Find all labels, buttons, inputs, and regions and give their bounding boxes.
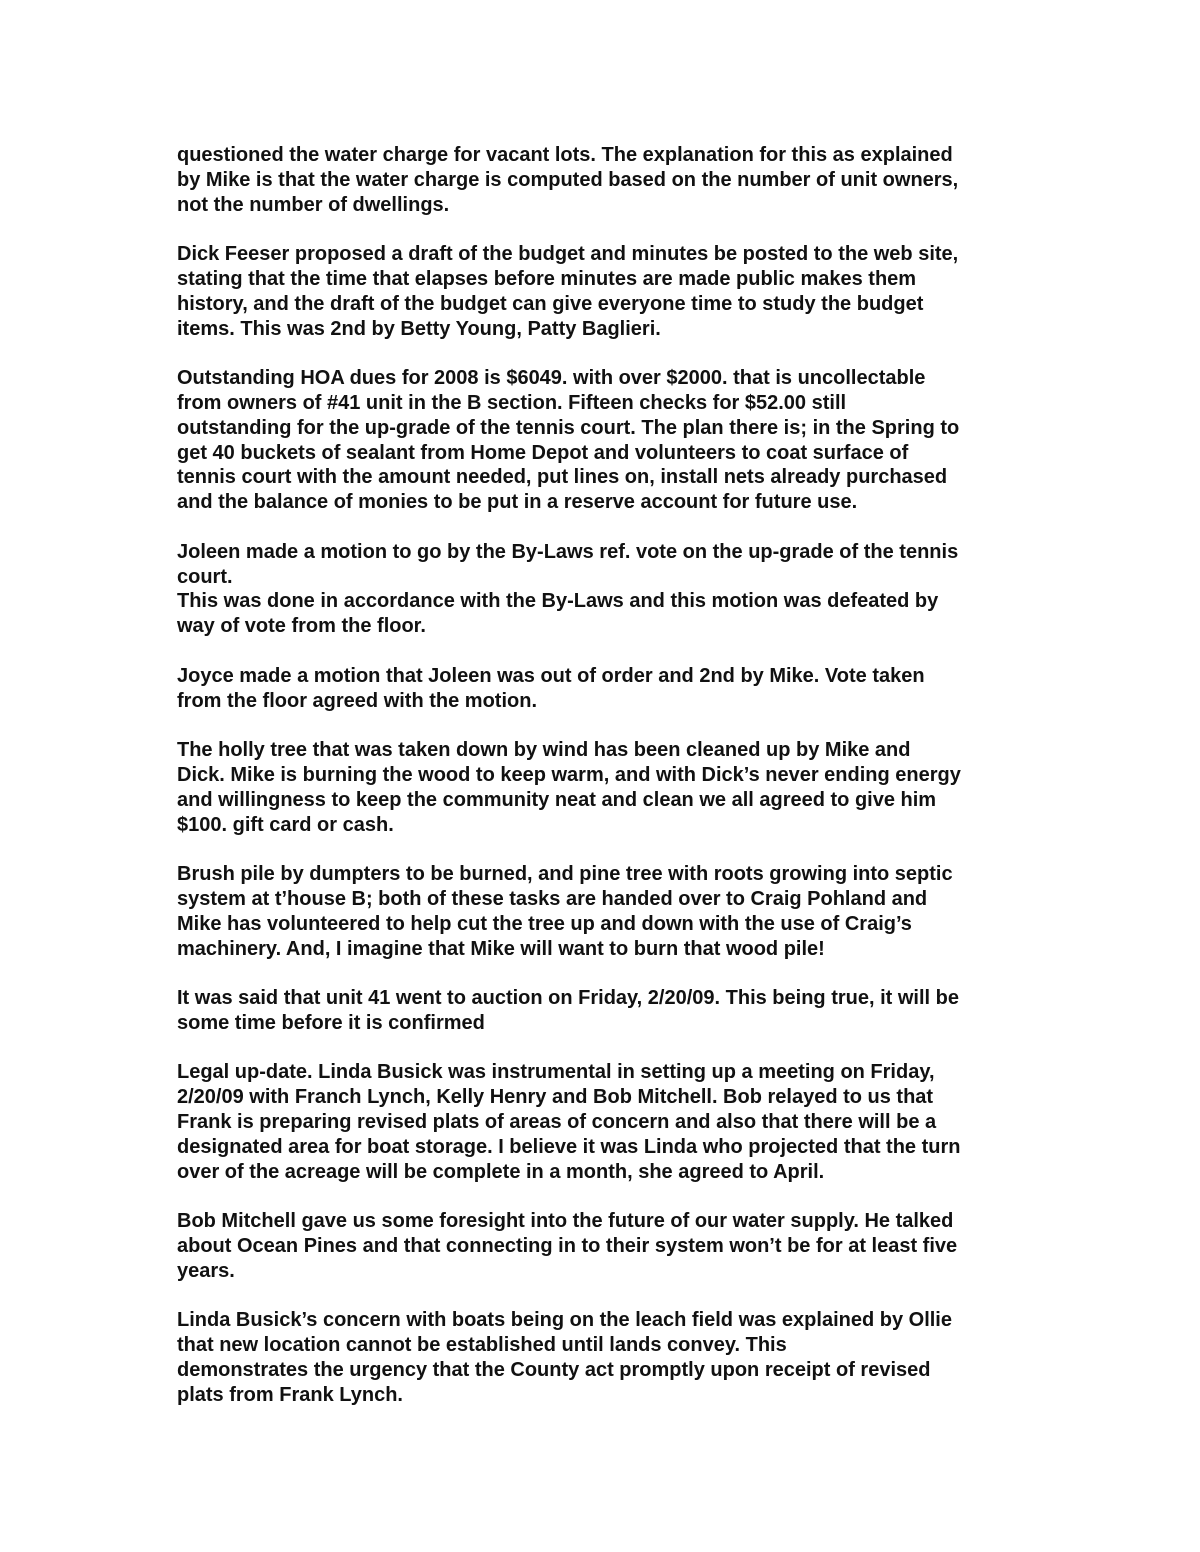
paragraph-budget-draft <box>177 242 1057 341</box>
text-line: some time before it is confirmed <box>177 1011 485 1034</box>
text-line: system at t’house B; both of these tasks are handed over to Craig Pohland and <box>177 887 928 910</box>
text-line: Brush pile by dumpters to be burned, and pine tree with roots growing into septic <box>177 863 953 886</box>
text-line: Legal up-date. Linda Busick was instrumental in setting up a meeting on Friday, <box>177 1061 935 1084</box>
text-line: from owners of #41 unit in the B section. Fifteen checks for $52.00 still <box>177 391 847 414</box>
text-line: plats from Frank Lynch. <box>177 1383 403 1406</box>
paragraph-joyce-motion <box>177 664 1057 714</box>
text-line: get 40 buckets of sealant from Home Depot and volunteers to coat surface of <box>177 441 909 464</box>
text-line: from the floor agreed with the motion. <box>177 689 537 712</box>
text-line: about Ocean Pines and that connecting in to their system won’t be for at least five <box>177 1235 958 1258</box>
text-line: way of vote from the floor. <box>177 615 426 638</box>
text-line: Dick Feeser proposed a draft of the budget and minutes be posted to the web site, <box>177 243 959 266</box>
paragraph-water-supply <box>177 1209 1057 1283</box>
text-line: years. <box>177 1259 235 1282</box>
document-page <box>177 143 1057 1432</box>
paragraph-water-charge <box>177 143 1057 217</box>
text-line: 2/20/09 with Franch Lynch, Kelly Henry and Bob Mitchell. Bob relayed to us that <box>177 1086 934 1109</box>
text-line: designated area for boat storage. I believe it was Linda who projected that the turn <box>177 1135 961 1158</box>
paragraph-unit-41-auction <box>177 986 1057 1036</box>
text-line: It was said that unit 41 went to auction on Friday, 2/20/09. This being true, it will be <box>177 987 959 1010</box>
paragraph-hoa-dues <box>177 366 1057 515</box>
text-line: stating that the time that elapses before minutes are made public makes them <box>177 267 917 290</box>
text-line: The holly tree that was taken down by wind has been cleaned up by Mike and <box>177 739 911 762</box>
text-line: machinery. And, I imagine that Mike will want to burn that wood pile! <box>177 937 825 960</box>
text-line: tennis court with the amount needed, put lines on, install nets already purchased <box>177 466 948 489</box>
paragraph-leach-field <box>177 1308 1057 1407</box>
text-line: that new location cannot be established until lands convey. This <box>177 1334 787 1357</box>
text-line: This was done in accordance with the By-Laws and this motion was defeated by <box>177 590 939 613</box>
text-line: Joyce made a motion that Joleen was out of order and 2nd by Mike. Vote taken <box>177 664 925 687</box>
text-line: over of the acreage will be complete in a month, she agreed to April. <box>177 1160 825 1183</box>
text-line: demonstrates the urgency that the County act promptly upon receipt of revised <box>177 1359 931 1382</box>
text-line: Linda Busick’s concern with boats being on the leach field was explained by Ollie <box>177 1309 952 1332</box>
text-line: outstanding for the up-grade of the tennis court. The plan there is; in the Spring to <box>177 416 960 439</box>
paragraph-legal-update <box>177 1060 1057 1184</box>
paragraph-bylaws-vote <box>177 589 1057 639</box>
text-line: Mike has volunteered to help cut the tree up and down with the use of Craig’s <box>177 912 912 935</box>
text-line: Dick. Mike is burning the wood to keep warm, and with Dick’s never ending energy <box>177 763 961 786</box>
text-line: not the number of dwellings. <box>177 193 450 216</box>
text-line: and willingness to keep the community neat and clean we all agreed to give him <box>177 788 937 811</box>
text-line: and the balance of monies to be put in a reserve account for future use. <box>177 491 858 514</box>
paragraph-holly-tree <box>177 738 1057 837</box>
text-line: Joleen made a motion to go by the By-Laws ref. vote on the up-grade of the tennis <box>177 540 959 563</box>
paragraph-brush-pile <box>177 862 1057 961</box>
text-line: questioned the water charge for vacant lots. The explanation for this as explained <box>177 144 953 166</box>
text-line: Bob Mitchell gave us some foresight into the future of our water supply. He talked <box>177 1210 954 1233</box>
text-line: history, and the draft of the budget can give everyone time to study the budget <box>177 292 924 315</box>
text-line: court. <box>177 565 233 588</box>
text-line: Frank is preparing revised plats of areas of concern and also that there will be a <box>177 1111 937 1134</box>
text-line: Outstanding HOA dues for 2008 is $6049. with over $2000. that is uncollectable <box>177 367 926 390</box>
text-line: $100. gift card or cash. <box>177 813 394 836</box>
paragraph-joleen-motion <box>177 540 1057 590</box>
text-line: items. This was 2nd by Betty Young, Patty Baglieri. <box>177 317 661 340</box>
text-line: by Mike is that the water charge is computed based on the number of unit owners, <box>177 168 959 191</box>
